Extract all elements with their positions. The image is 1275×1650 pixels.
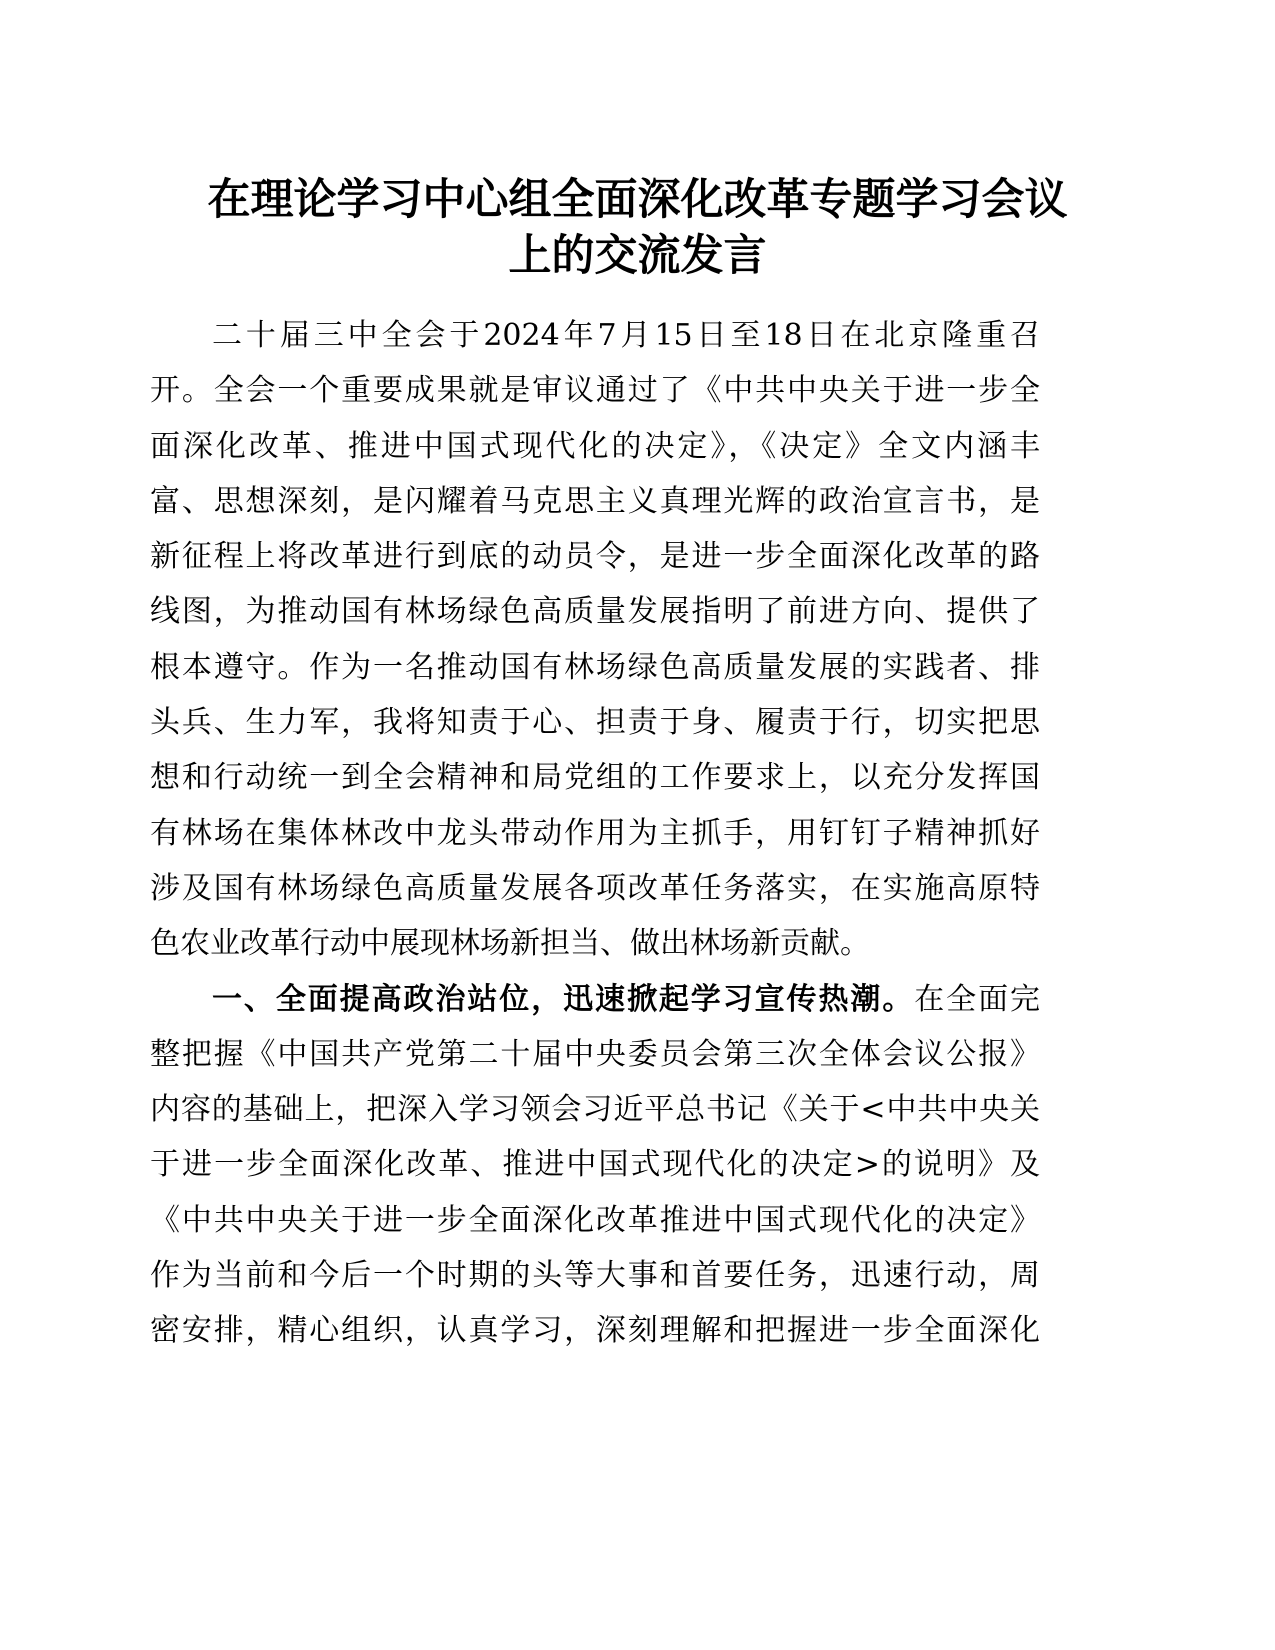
text-line: 密安排，精心组织，认真学习，深刻理解和把握进一步全面深化 [150, 1313, 1040, 1349]
text-line: 有林场在集体林改中龙头带动作用为主抓手，用钉钉子精神抓好 [150, 815, 1040, 851]
text-line: 整把握《中国共产党第二十届中央委员会第三次全体会议公报》 [150, 1036, 1040, 1072]
text-line: 二十届三中全会于2024年7月15日至18日在北京隆重召 [212, 318, 1040, 353]
text-line: 面深化改革、推进中国式现代化的决定》，《决定》全文内涵丰 [150, 428, 1040, 464]
text-line: 头兵、生力军，我将知责于心、担责于身、履责于行，切实把思 [150, 705, 1040, 741]
paragraph-intro [150, 308, 1040, 972]
section-first-line [150, 972, 1040, 1027]
title-line-1: 在理论学习中心组全面深化改革专题学习会议 [207, 175, 1068, 225]
document-body [150, 308, 1040, 1359]
text-line: 开。全会一个重要成果就是审议通过了《中共中央关于进一步全 [150, 373, 1040, 409]
text-line: 于进一步全面深化改革、推进中国式现代化的决定>的说明》及 [150, 1147, 1040, 1183]
title-line-2: 上的交流发言 [508, 231, 767, 281]
section-text: 在全面完 [914, 981, 1041, 1017]
text-line: 新征程上将改革进行到底的动员令，是进一步全面深化改革的路 [150, 539, 1040, 575]
text-line: 内容的基础上，把深入学习领会习近平总书记《关于<中共中央关 [150, 1092, 1040, 1128]
text-line: 富、思想深刻，是闪耀着马克思主义真理光辉的政治宣言书，是 [150, 483, 1040, 519]
text-line: 想和行动统一到全会精神和局党组的工作要求上，以充分发挥国 [150, 760, 1040, 796]
text-line: 作为当前和今后一个时期的头等大事和首要任务，迅速行动，周 [150, 1258, 1040, 1294]
text-line: 根本遵守。作为一名推动国有林场绿色高质量发展的实践者、排 [150, 649, 1040, 685]
text-line: 涉及国有林场绿色高质量发展各项改革任务落实，在实施高原特 [150, 870, 1040, 906]
text-line: 线图，为推动国有林场绿色高质量发展指明了前进方向、提供了 [150, 594, 1040, 630]
text-line: 色农业改革行动中展现林场新担当、做出林场新贡献。 [150, 926, 870, 962]
paragraph-section-1 [150, 972, 1040, 1359]
text-line: 《中共中央关于进一步全面深化改革推进中国式现代化的决定》 [150, 1202, 1040, 1238]
section-heading: 一、全面提高政治站位，迅速掀起学习宣传热潮。 [212, 981, 915, 1017]
document-title [100, 172, 1175, 284]
